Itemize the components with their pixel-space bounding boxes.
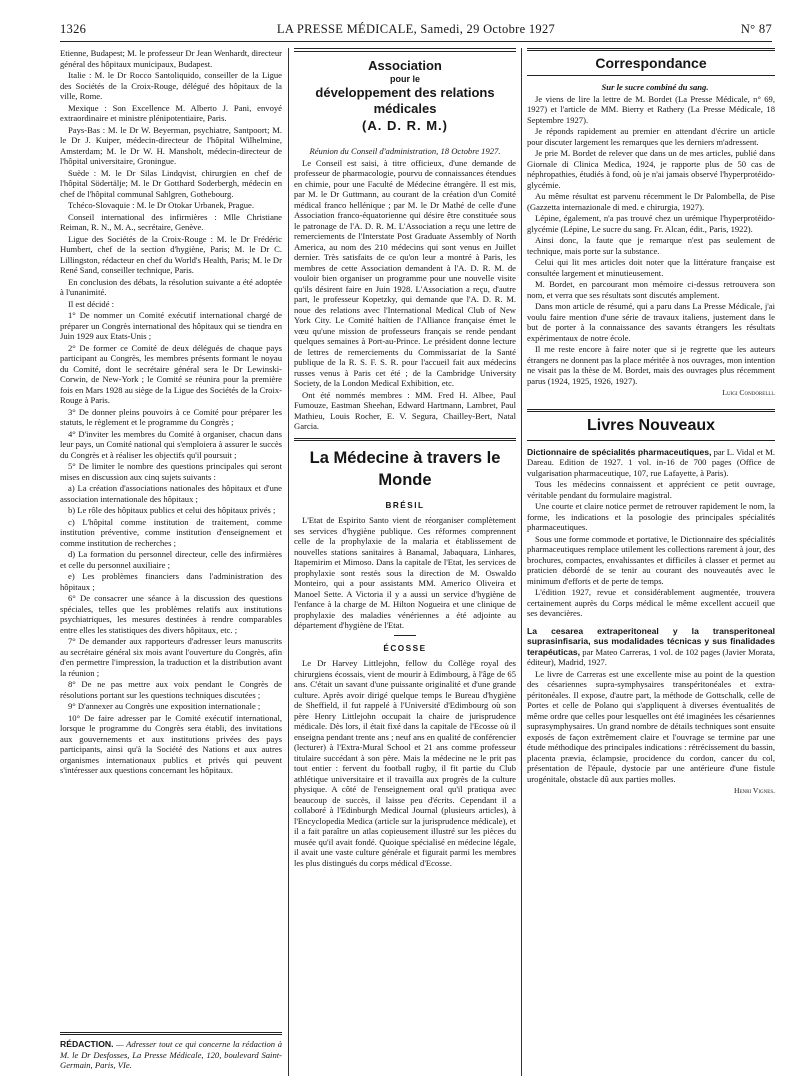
- separator: [394, 635, 416, 636]
- paragraph: Une courte et claire notice permet de retrouver rapidement le nom, la forme, les indications et la posologie des principales spécialités pharmaceutiques.: [527, 501, 775, 532]
- association-pour: pour le: [389, 74, 420, 84]
- section-title-livres: Livres Nouveaux: [527, 409, 775, 441]
- book-title: Dictionnaire de spécialités pharmaceutiques,: [527, 446, 712, 457]
- column-middle: [294, 48, 516, 1048]
- paragraph: Italie : M. le Dr Rocco Santoliquido, conseiller de la Ligue des Sociétés de la Croix-Rouge, délégué des hôpitaux de la ville, Rome.: [60, 70, 282, 101]
- resolution-subitem: c) L'hôpital comme institution de traitement, comme institution préventive, comme institution d'enseignement et comme institution de recherches ;: [60, 516, 282, 548]
- resolution-item: 6° De consacrer une séance à la discussion des questions spéciales, telles que les problèmes relatifs aux institutions psychiatriques, les mesures destinées à rendre comparables entre elles les statistiques des divers hôpitaux, etc. ;: [60, 593, 282, 635]
- paragraph: Etienne, Budapest; M. le professeur Dr Jean Wenhardt, directeur général des hôpitaux municipaux, Budapest.: [60, 48, 282, 69]
- column-divider: [521, 48, 522, 1076]
- paragraph: L'édition 1927, revue et considérablement augmentée, trouvera certainement auprès du Corps médical le même excellent accueil que ses devancières.: [527, 587, 775, 618]
- resolution-item: 9° D'annexer au Congrès une exposition internationale ;: [68, 701, 261, 711]
- paragraph: Au même résultat est parvenu récemment le Dr Palombella, de Pise (Gazzetta internazionale di med. e chirurgia, 1927).: [527, 191, 775, 212]
- paragraph: Pays-Bas : M. le Dr W. Beyerman, psychiatre, Santpoort; M. le Dr J. Kuiper, médecin-directeur de l'hôpital Wilhelmine, Amsterdam; M. le Dr W. H. Mansholt, médecin-directeur de l'hôpital universitaire, Groningue.: [60, 124, 282, 166]
- association-title: Association: [368, 58, 442, 73]
- paragraph: Le Dr Harvey Littlejohn, fellow du Collège royal des chirurgiens écossais, vient de mourir à Edimbourg, à l'âge de 65 ans. C'était un savant d'une puissante originalité et d'une grande culture. Après avoir dirigé quelque temps le Bureau d'hygiène de Sheffield, il fut rappelé à l'Université d'Edimbourg où son père Henry Littlejohn occupait la chaire de jurisprudence médicale. Dès lors, il était fixé dans la capitale de l'Ecosse où il enseigna pendant trente ans ; neuf ans en qualité de conférencier (lecturer) à l'Extra-Mural School et 21 ans comme professeur titulaire succédant à son père. Mais la médecine ne le prit pas tout entier : fervent du football rugby, il fit partie du Club athlétique universitaire et il travailla aux progrès de la culture physique. A côté de l'enseignement oral qu'il pratiqua avec beaucoup de succès, il laisse peu d'écrits. Cependant il a collaboré à l'Edinburgh Medical Journal (plusieurs articles), à l'Encyclopedia Medica (article sur la jurisprudence médicale), et il a fait paraître un atlas copieusement illustré sur les pièces du musée qu'il avait fondé. Quoique spécialisé en médecine légale, il avait une vaste culture générale et figurait parmi les membres les plus distingués du corps médical d'Ecosse.: [294, 658, 516, 868]
- section-title-correspondance: Correspondance: [527, 48, 775, 76]
- paragraph: En conclusion des débats, la résolution suivante a été adoptée à l'unanimité.: [60, 276, 282, 297]
- masthead-title: LA PRESSE MÉDICALE, Samedi, 29 Octobre 1927: [276, 22, 556, 36]
- resolution-item: 5° De limiter le nombre des questions principales qui seront mises en discussion aux cinq sujets suivants :: [60, 461, 282, 482]
- column-right: [527, 48, 775, 1048]
- book-title: La cesarea extraperitoneal y la transperitoneal suprasinfisaria, sus modalidades técnicas y sus finalidades terapéuticas,: [527, 625, 775, 657]
- paragraph: Je prie M. Bordet de relever que dans un de mes articles, publié dans Giornale di Clinica Medica, 1924, je rapporte plus de 50 cas de néphropathies, étudiés à fond, où je n'ai jamais observé l'hyperprotéido-glycémie.: [527, 148, 775, 190]
- paragraph: Je viens de lire la lettre de M. Bordet (La Presse Médicale, n° 69, 1927) et l'article de MM. Bierry et Rathery (La Presse Médicale, 18 Septembre 1927).: [527, 93, 775, 125]
- paragraph: Il me reste encore à faire noter que si je regrette que les auteurs étrangers ne donnent pas la place méritée à nos ouvrages, mon intention ne visait pas la thèse de M. Bordet, mais des ouvrages plus récemment parus (1924, 1925, 1926, 1927).: [527, 344, 775, 386]
- association-subtitle: développement des relations médicales: [315, 85, 495, 116]
- resolution-item: 2° De former ce Comité de deux délégués de chaque pays participant au Congrès, les membres présents formant le noyau du Comité, dont le secrétaire général sera le Dr Lewinski-Corwin, de New-York ; le Comité se réunira pour la première fois en Mars 1928 au siège de la Ligue des Sociétés de la Croix-Rouge à Paris.: [60, 342, 282, 405]
- paragraph: Le Conseil est saisi, à titre officieux, d'une demande de professeur de pharmacologie, pourvu de connaissances étendues en chimie, pour une Faculté de Médecine étrangère. Il est mis, par M. le Dr Guttmann, au courant de la création d'un Comité médical franco hellénique ; par M. le Dr Mathé de celle d'une Association franco-équatorienne qui désire être constituée sous le patronage de l'A. D. R. M. L'Association a reçu une lettre de remerciements de l'Interstate Post Graduate Assembly of North America, au nom des 210 médecins qui sont venus en Juillet dernier. Très satisfaits de ce qu'on leur a montré à Paris, les membres de cette Association demandent à l'A. D. R. M. de vouloir bien organiser un programme pour une nouvelle visite qu'ils désirent faire en Juin 1928. L'Association a reçu, d'autre part, le professeur Kopetzky, qui demande que l'A. D. R. M. noue des relations avec l'International Medical Club of New York City. Le Comité haïtien de l'Alliance française émet le vœu qu'une mission de professeurs français se rende pendant quelques semaines à Port-au-Prince. Le président donne lecture de lettres de remerciements du Commissariat de la Santé publique de la R. S. F. S. R. pour l'accueil fait aux médecins russes venus à Paris cet été ; de la Cambridge University Society, de la London Medical Exhibition, etc.: [294, 157, 516, 388]
- paragraph: Tchéco-Slovaquie : M. le Dr Otokar Urbanek, Prague.: [68, 200, 255, 210]
- redaction-label: RÉDACTION.: [60, 1039, 114, 1049]
- book-info: par L. Vidal et M. Dareau. Edition de 1927. 1 vol. in-16 de 700 pages (Office de vulgarisation pharmaceutique, 107, rue Lafayette, à Paris).: [527, 446, 775, 478]
- column-divider: [288, 48, 289, 1076]
- redaction-notice: [60, 1032, 282, 1071]
- paragraph: Conseil international des infirmières : Mlle Christiane Reiman, R. N., M. A., secrétaire, Genève.: [60, 211, 282, 232]
- redaction-text: — Adresser tout ce qui concerne la rédaction à M. le Dr Desfosses, La Presse Médicale, 120, boulevard Saint-Germain, Paris, VIe.: [60, 1039, 282, 1070]
- paragraph: Ligue des Sociétés de la Croix-Rouge : M. le Dr Frédéric Humbert, chef de la section d'hygiène, Paris; M. le Dr C. Lillingston, rédacteur en chef du World's Health, Paris; M. le Dr René Sand, conseiller technique, Paris.: [60, 233, 282, 275]
- signature: Luigi Condorelli.: [722, 388, 775, 397]
- resolution-item: 3° De donner pleins pouvoirs à ce Comité pour préparer les statuts, le règlement et le programme du Congrès ;: [60, 406, 282, 427]
- signature: Henri Vignes.: [733, 786, 775, 795]
- header-rule: [60, 41, 772, 42]
- meeting-date: Réunion du Conseil d'administration, 18 Octobre 1927.: [309, 146, 501, 156]
- paragraph: Ont été nommés membres : MM. Fred H. Albee, Paul Fumouze, Eastman Sheehan, Edward Hartmann, Lambret, Paul Mathieu, Louis Rocher, E. V. Segura, Chailley-Bert, Natal Garcia.: [294, 389, 516, 431]
- paragraph: Lépine, également, n'a pas trouvé chez un urémique l'hyperprotéido-glycémie (Lépine, Le sucre du sang. Fr. Alcan, édit., Paris, 1922).: [527, 213, 775, 234]
- book-entry: [527, 626, 775, 668]
- paragraph: Je réponds rapidement au premier en attendant d'écrire un article pour discuter largement les remarques que les derniers m'adressent.: [527, 126, 775, 147]
- paragraph: M. Bordet, en parcourant mon mémoire ci-dessus retrouvera son nom, et verra que ses résultats sont discutés amplement.: [527, 279, 775, 300]
- resolution-item: 1° De nommer un Comité exécutif international chargé de préparer un Congrès international des hôpitaux qui se tiendra en Juin 1929 aux Etats-Unis ;: [60, 310, 282, 341]
- paragraph: Mexique : Son Excellence M. Alberto J. Pani, envoyé extraordinaire et ministre plénipotentiaire, Paris.: [60, 102, 282, 123]
- issue-number: N° 87: [740, 22, 772, 36]
- column-left: [60, 48, 282, 1028]
- association-section: [294, 48, 516, 432]
- book-info: par Mateo Carreras, 1 vol. de 102 pages (Javier Morata, éditeur), Madrid, 1927.: [527, 646, 775, 667]
- resolution-subitem: e) Les problèmes financiers dans l'administration des hôpitaux ;: [60, 571, 282, 592]
- section-title-medecine: La Médecine à travers le Monde: [294, 438, 516, 495]
- page-header: [60, 22, 772, 40]
- resolution-subitem: d) La formation du personnel directeur, celle des infirmières et celle du personnel auxiliaire ;: [60, 549, 282, 570]
- paragraph: Ainsi donc, la faute que je remarque n'est pas seulement de technique, mais porte sur la substance.: [527, 235, 775, 256]
- resolution-item: 4° D'inviter les membres du Comité à organiser, chacun dans leur pays, un Comité national qui s'emploiera à assurer le succès du Congrès et à réaliser les objectifs qu'il poursuit ;: [60, 428, 282, 460]
- association-acronym: (A. D. R. M.): [362, 118, 448, 133]
- resolution-subitem: b) Le rôle des hôpitaux publics et celui des hôpitaux privés ;: [68, 505, 276, 515]
- resolution-item: 10° De faire adresser par le Comité exécutif international, lorsque le programme du Congrès sera établi, des invitations aux gouvernements et aux institutions privées des pays participants, ainsi qu'à la Société des Nations et aux autres organismes internationaux publics et privés qui peuvent s'intéresser aux questions concernant les hôpitaux.: [60, 712, 282, 775]
- country-heading-bresil: BRÉSIL: [385, 500, 425, 510]
- paragraph: Suède : M. le Dr Silas Lindqvist, chirurgien en chef de l'hôpital Södertälje; M. le Dr Gotthard Soderbergh, médecin en chef de l'hôpital communal Sahlgren, Gothebourg.: [60, 167, 282, 199]
- paragraph: Il est décidé :: [68, 298, 115, 309]
- resolution-item: 7° De demander aux rapporteurs d'adresser leurs manuscrits au secrétaire général six mois avant l'ouverture du Congrès, afin d'en permettre l'impression, la traduction et la distribution avant la réunion ;: [60, 636, 282, 678]
- paragraph: Le livre de Carreras est une excellente mise au point de la question des césariennes supra-symphysaires transpéritonéales et extra-péritonéales. Il expose, d'autre part, la méthode de Gottschalk, celle de Portes et celle de Polano qui s'appliquent à diverses éventualités de même ordre que celles pour lesquelles ont été imaginées les césariennes suprasymphysaires. Un grand nombre de détails techniques sont ensuite exposés de façon extrêmement claire et l'ouvrage se termine par une étude méthodique des principales indications : rétrécissement du bassin, placenta prævia, éclampsie, procidence du cordon, cancer du col, présentation de l'épaule, dystocie par une antérieure d'une fistule urogénitale, obstacle dû aux parties molles.: [527, 668, 775, 784]
- paragraph: L'Etat de Espirito Santo vient de réorganiser complètement ses services d'hygiène publique. Ces réformes comprennent celle de la prophylaxie de la malaria et établissement de nouvelles stations sanitaires à Banamal, Jabaquara, Linhares, Itapemirim et Mimoso. Dans la capitale de l'Etat, les services de prophylaxie sont restés sous la direction de M. Oswaldo Monteiro, qui a pour assistants MM. Americo Oliveira et Manoel Sette. A Victoria il y a aussi un service d'hygiène de l'enfance à la charge de M. Hilton Nogueira et une clinique de prophylaxie des maladies vénériennes a été adjointe au département d'hygiène de l'Etat.: [294, 515, 516, 630]
- paragraph: Celui qui lit mes articles doit noter que la littérature française est consultée largement et minutieusement.: [527, 257, 775, 278]
- book-entry: [527, 447, 775, 479]
- resolution-subitem: a) La création d'associations nationales des hôpitaux et d'une association internationale des hôpitaux ;: [60, 483, 282, 504]
- country-heading-ecosse: ÉCOSSE: [383, 643, 427, 653]
- paragraph: Tous les médecins connaissent et apprécient ce petit ouvrage, véritable pendant du formulaire magistral.: [527, 479, 775, 500]
- resolution-item: 8° De ne pas mettre aux voix pendant le Congrès de résolutions portant sur les questions techniques discutées ;: [60, 679, 282, 700]
- page-number: 1326: [60, 22, 87, 36]
- paragraph: Sous une forme commode et portative, le Dictionnaire des spécialités pharmaceutiques remplace utilement les collections rarement à jour, des brochures, compactes, envahissantes et difficiles à classer et permet au praticien débordé de se tenir au courant des nouveautés avec le minimum d'efforts et de perte de temps.: [527, 533, 775, 586]
- correspondance-subtitle: Sur le sucre combiné du sang.: [601, 82, 709, 92]
- paragraph: Dans mon article de résumé, qui a paru dans La Presse Médicale, j'ai voulu faire mention d'une série de travaux italiens, justement dans le but de porter à la connaissance des savants étrangers les résultats expérimentaux de notre école.: [527, 301, 775, 343]
